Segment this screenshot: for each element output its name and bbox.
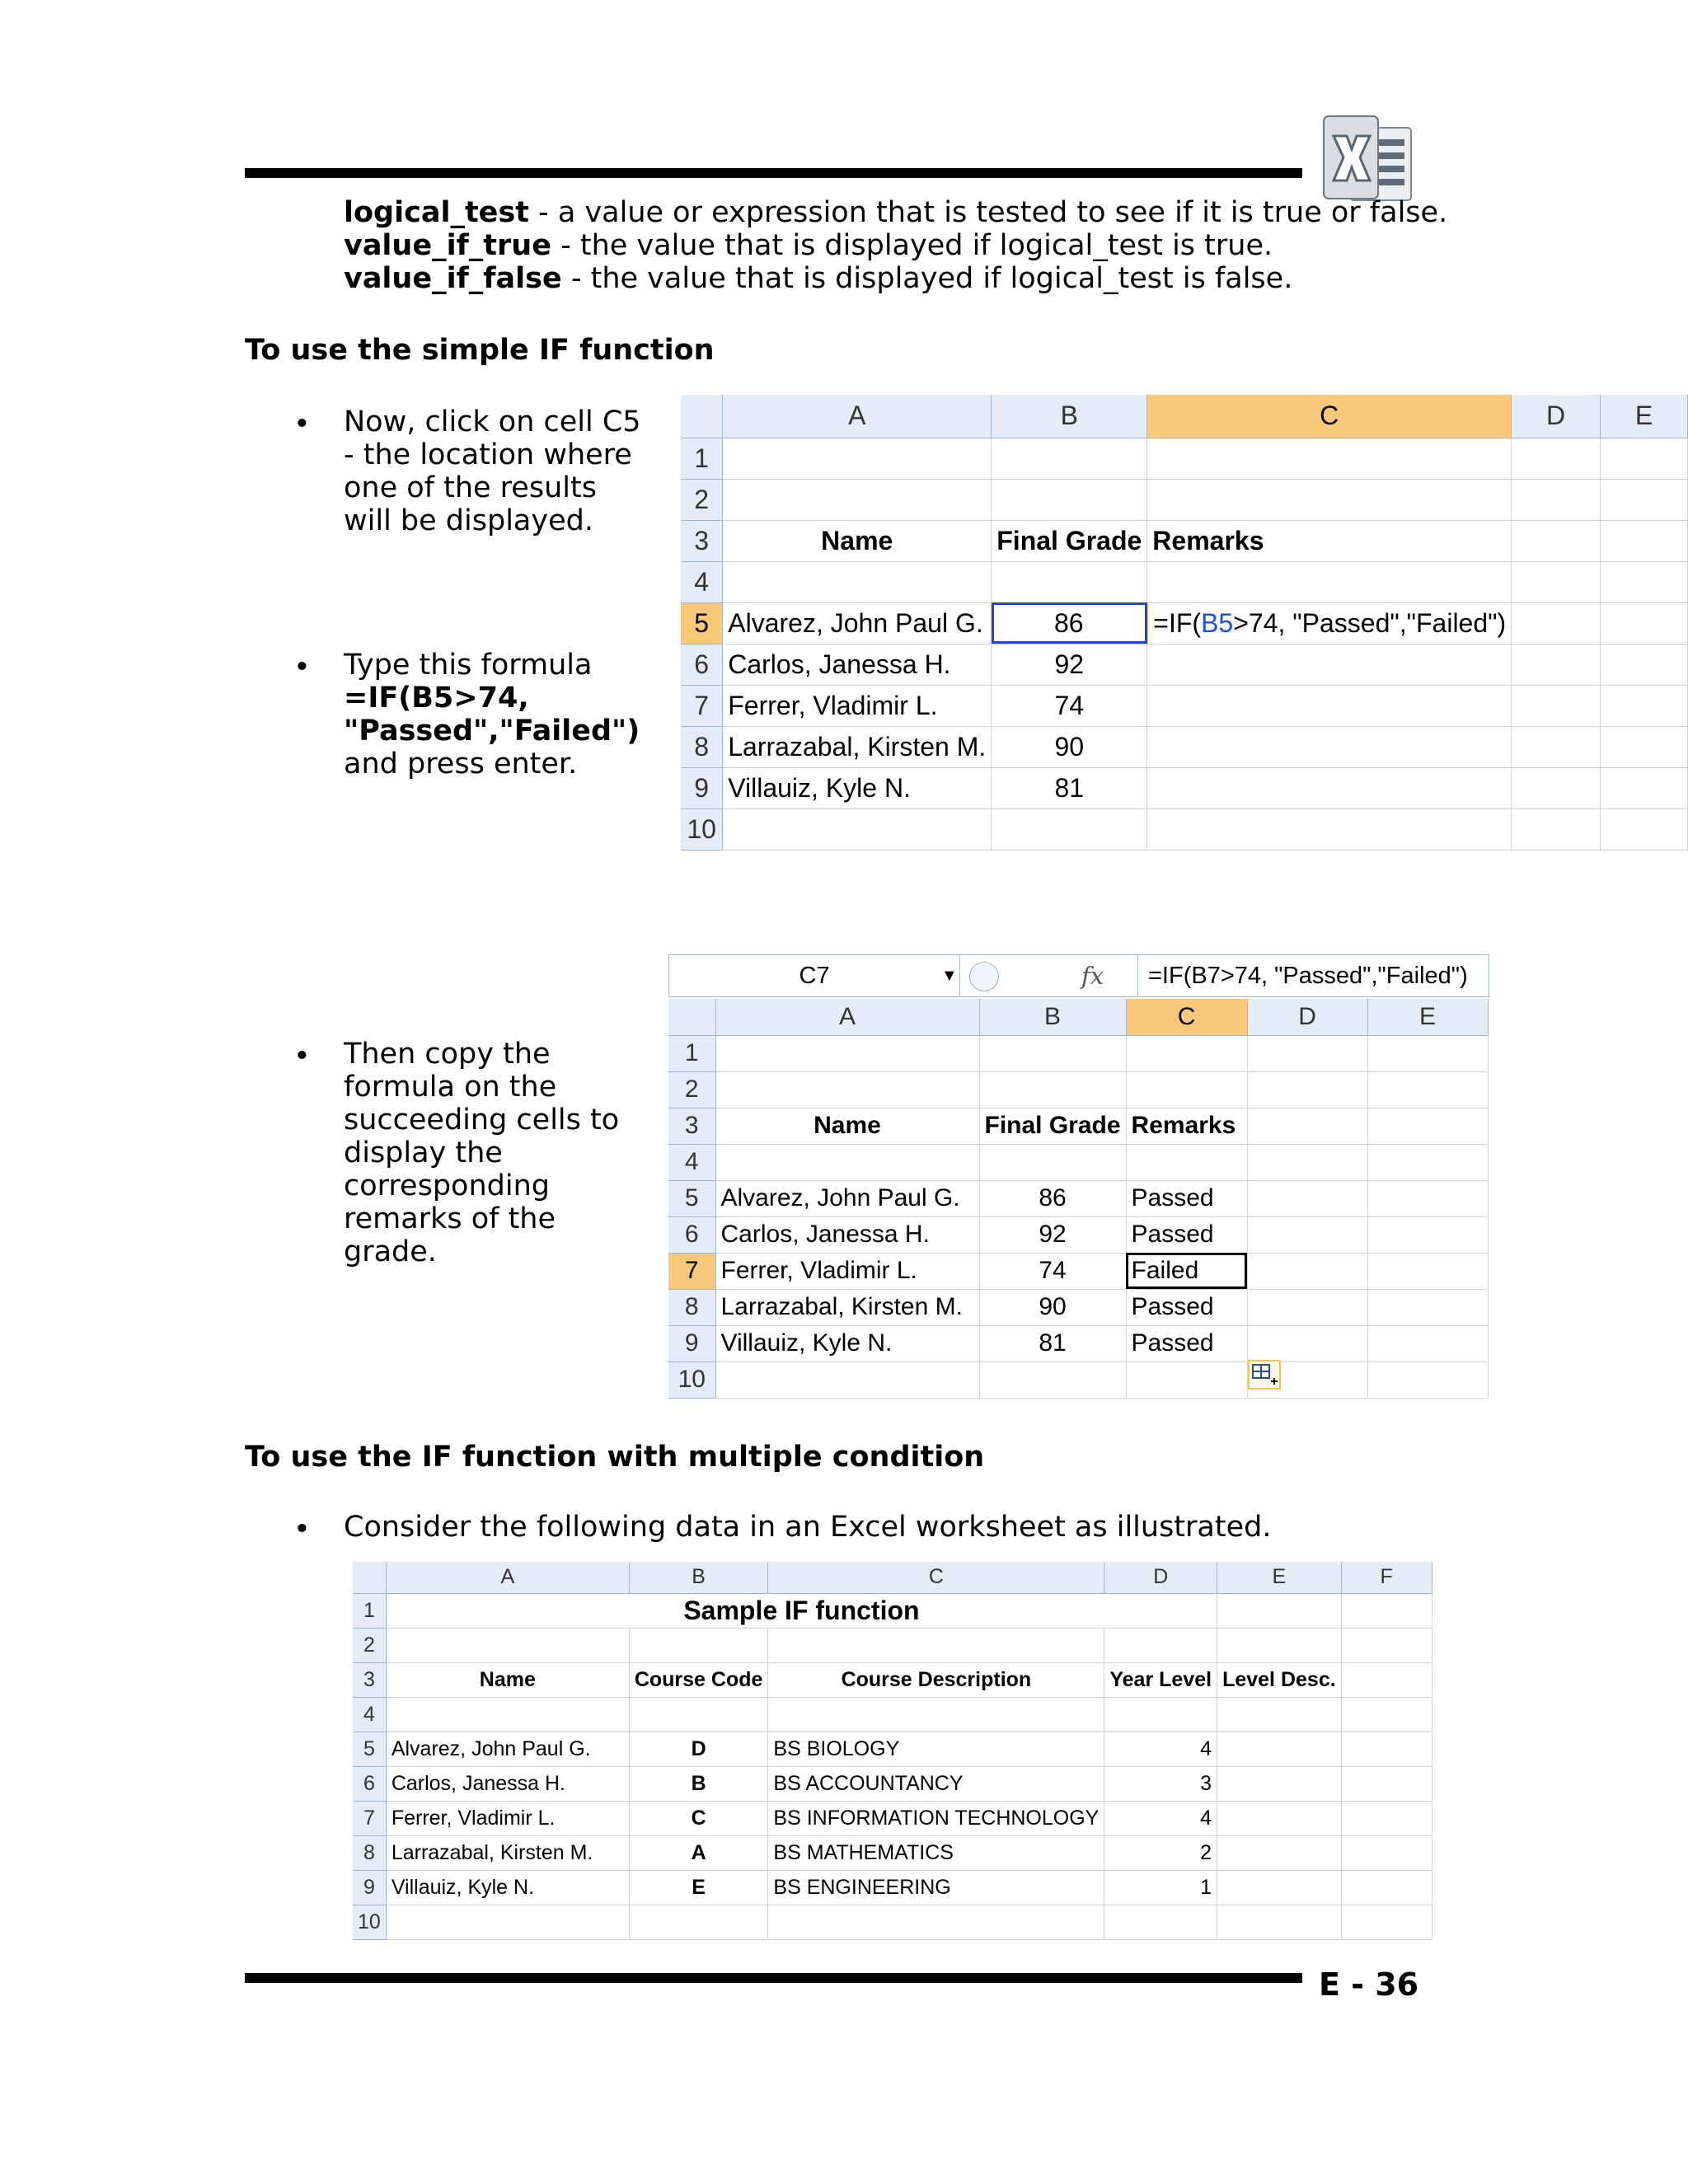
row-header[interactable]: 9	[668, 1325, 715, 1361]
row-header[interactable]: 5	[668, 1180, 715, 1216]
row-header[interactable]: 10	[668, 1361, 715, 1398]
formula-input[interactable]: =IF(B7>74, "Passed","Failed")	[1137, 955, 1468, 996]
column-header-e[interactable]: E	[1367, 999, 1488, 1035]
row-header[interactable]: 8	[668, 1289, 715, 1325]
row-header[interactable]: 8	[353, 1835, 386, 1870]
cell-name[interactable]: Larrazabal, Kirsten M.	[715, 1289, 979, 1325]
column-header-c[interactable]: C	[768, 1562, 1104, 1593]
row-header[interactable]: 3	[353, 1662, 386, 1697]
cell-formula-editing[interactable]: =IF(B5>74, "Passed","Failed")	[1147, 602, 1512, 644]
cell-course-description[interactable]: BS MATHEMATICS	[768, 1835, 1104, 1870]
cell-header-remarks[interactable]: Remarks	[1147, 520, 1512, 561]
cell-name[interactable]: Villauiz, Kyle N.	[386, 1870, 629, 1905]
column-header-e[interactable]: E	[1601, 395, 1688, 438]
row-header[interactable]: 1	[668, 1035, 715, 1071]
column-header-b[interactable]: B	[629, 1562, 768, 1593]
cell-remark[interactable]: Passed	[1126, 1289, 1247, 1325]
select-all-corner[interactable]	[668, 999, 715, 1035]
bullet: •	[293, 651, 311, 684]
row-header[interactable]: 6	[668, 1216, 715, 1253]
row-header[interactable]: 5	[353, 1732, 386, 1766]
cell-course-code[interactable]: A	[629, 1835, 768, 1870]
cell-grade[interactable]: 81	[979, 1325, 1126, 1361]
row-header[interactable]: 10	[353, 1905, 386, 1939]
cell-name[interactable]: Carlos, Janessa H.	[723, 644, 992, 685]
cell-header-grade[interactable]: Final Grade	[979, 1108, 1126, 1144]
row-header[interactable]: 4	[681, 561, 723, 602]
cell-remark[interactable]: Passed	[1126, 1325, 1247, 1361]
row-header[interactable]: 2	[668, 1071, 715, 1108]
cell-name[interactable]: Alvarez, John Paul G.	[723, 602, 992, 644]
page-number: E - 36	[1319, 1966, 1419, 2003]
cell-course-description[interactable]: BS ENGINEERING	[768, 1870, 1104, 1905]
row-header[interactable]: 2	[353, 1628, 386, 1662]
row-header[interactable]: 1	[681, 438, 723, 479]
row-header[interactable]: 9	[681, 767, 723, 808]
column-header-b[interactable]: B	[992, 395, 1147, 438]
cell-year-level[interactable]: 2	[1104, 1835, 1217, 1870]
cell-grade[interactable]: 90	[992, 726, 1147, 767]
cell-name[interactable]: Carlos, Janessa H.	[386, 1766, 629, 1801]
cell-grade[interactable]: 90	[979, 1289, 1126, 1325]
cell-year-level[interactable]: 3	[1104, 1766, 1217, 1801]
cell-header-year-level[interactable]: Year Level	[1104, 1662, 1217, 1697]
cell-name[interactable]: Carlos, Janessa H.	[715, 1216, 979, 1253]
bottom-rule	[245, 1973, 1302, 1983]
cell-grade[interactable]: 92	[979, 1216, 1126, 1253]
column-header-d[interactable]: D	[1247, 999, 1367, 1035]
cell-grade[interactable]: 74	[979, 1253, 1126, 1289]
row-header[interactable]: 10	[681, 808, 723, 850]
row-header[interactable]: 8	[681, 726, 723, 767]
bullet: •	[293, 408, 311, 441]
autofill-options-icon[interactable]	[1248, 1360, 1281, 1390]
cell-header-course-description[interactable]: Course Description	[768, 1662, 1104, 1697]
top-rule	[245, 168, 1302, 178]
cell-remark[interactable]: Passed	[1126, 1216, 1247, 1253]
cell-header-name[interactable]: Name	[723, 520, 992, 561]
row-header[interactable]: 2	[681, 479, 723, 520]
cell-year-level[interactable]: 4	[1104, 1732, 1217, 1766]
cell-course-code[interactable]: B	[629, 1766, 768, 1801]
row-header[interactable]: 3	[668, 1108, 715, 1144]
cell-name[interactable]: Ferrer, Vladimir L.	[723, 685, 992, 726]
definition-logical-test: logical_test - a value or expression that is tested to see if it is true or false.	[344, 196, 1448, 229]
cell-course-description[interactable]: BS BIOLOGY	[768, 1732, 1104, 1766]
row-header[interactable]: 3	[681, 520, 723, 561]
excel-logo-icon	[1319, 111, 1416, 209]
cell-remark[interactable]: Passed	[1126, 1180, 1247, 1216]
cell-header-grade[interactable]: Final Grade	[992, 520, 1147, 561]
step4-text: Consider the following data in an Excel worksheet as illustrated.	[344, 1511, 1272, 1544]
column-header-c[interactable]: C	[1147, 395, 1512, 438]
cell-name[interactable]: Larrazabal, Kirsten M.	[386, 1835, 629, 1870]
bullet: •	[293, 1040, 311, 1073]
cell-name[interactable]: Larrazabal, Kirsten M.	[723, 726, 992, 767]
cell-header-course-code[interactable]: Course Code	[629, 1662, 768, 1697]
cell-course-code[interactable]: D	[629, 1732, 768, 1766]
cell-course-description[interactable]: BS INFORMATION TECHNOLOGY	[768, 1801, 1104, 1835]
cell-header-name[interactable]: Name	[386, 1662, 629, 1697]
cell-remark-active[interactable]: Failed	[1126, 1253, 1247, 1289]
row-header[interactable]: 6	[681, 644, 723, 685]
cell-name[interactable]: Villauiz, Kyle N.	[723, 767, 992, 808]
select-all-corner[interactable]	[681, 395, 723, 438]
column-header-f[interactable]: F	[1341, 1562, 1432, 1593]
cell-name[interactable]: Alvarez, John Paul G.	[715, 1180, 979, 1216]
cell-name[interactable]: Ferrer, Vladimir L.	[386, 1801, 629, 1835]
sheet-title[interactable]: Sample IF function	[386, 1593, 1217, 1628]
row-header[interactable]: 7	[668, 1253, 715, 1289]
row-header[interactable]: 4	[668, 1144, 715, 1180]
bullet: •	[293, 1513, 311, 1546]
cell-header-level-desc[interactable]: Level Desc.	[1217, 1662, 1342, 1697]
select-all-corner[interactable]	[353, 1562, 386, 1593]
heading-multiple-condition: To use the IF function with multiple condition	[245, 1441, 985, 1474]
spreadsheet-simple-if	[681, 395, 1688, 851]
column-header-c[interactable]: C	[1126, 999, 1247, 1035]
row-header[interactable]: 5	[681, 602, 723, 644]
row-header[interactable]: 1	[353, 1593, 386, 1628]
column-header-a[interactable]: A	[723, 395, 992, 438]
name-box[interactable]: C7	[669, 955, 960, 996]
cell-grade[interactable]: 92	[992, 644, 1147, 685]
insert-function-icon[interactable]: fx	[1081, 962, 1104, 990]
cell-grade[interactable]: 86	[992, 602, 1147, 644]
step3-text: Then copy the formula on the succeeding cells to display the corresponding remarks of the grade.	[344, 1038, 620, 1268]
formula-bar-resize-handle[interactable]	[969, 962, 999, 991]
cell-header-remarks[interactable]: Remarks	[1126, 1108, 1247, 1144]
cell-course-description[interactable]: BS ACCOUNTANCY	[768, 1766, 1104, 1801]
row-header[interactable]: 4	[353, 1697, 386, 1732]
heading-simple-if: To use the simple IF function	[245, 334, 715, 367]
definition-value-if-true: value_if_true - the value that is displayed if logical_test is true.	[344, 229, 1273, 262]
row-header[interactable]: 6	[353, 1766, 386, 1801]
row-header[interactable]: 7	[681, 685, 723, 726]
chevron-down-icon[interactable]: ▼	[941, 967, 958, 985]
column-header-e[interactable]: E	[1217, 1562, 1342, 1593]
cell-grade[interactable]: 86	[979, 1180, 1126, 1216]
column-header-a[interactable]: A	[386, 1562, 629, 1593]
step2-text: Type this formula =IF(B5>74, "Passed","Failed") and press enter.	[344, 649, 640, 780]
cell-course-code[interactable]: E	[629, 1870, 768, 1905]
row-header[interactable]: 9	[353, 1870, 386, 1905]
cell-year-level[interactable]: 1	[1104, 1870, 1217, 1905]
spreadsheet-multiple-condition	[353, 1562, 1432, 1940]
cell-header-name[interactable]: Name	[715, 1108, 979, 1144]
step1-text: Now, click on cell C5 - the location where one of the results will be displayed.	[344, 405, 641, 537]
cell-name[interactable]: Ferrer, Vladimir L.	[715, 1253, 979, 1289]
column-header-b[interactable]: B	[979, 999, 1126, 1035]
cell-name[interactable]: Villauiz, Kyle N.	[715, 1325, 979, 1361]
cell-grade[interactable]: 74	[992, 685, 1147, 726]
cell-course-code[interactable]: C	[629, 1801, 768, 1835]
cell-grade[interactable]: 81	[992, 767, 1147, 808]
formula-bar	[668, 954, 1489, 997]
column-header-a[interactable]: A	[715, 999, 979, 1035]
cell-name[interactable]: Alvarez, John Paul G.	[386, 1732, 629, 1766]
column-header-d[interactable]: D	[1512, 395, 1601, 438]
row-header[interactable]: 7	[353, 1801, 386, 1835]
cell-year-level[interactable]: 4	[1104, 1801, 1217, 1835]
column-header-d[interactable]: D	[1104, 1562, 1217, 1593]
spreadsheet-copied-formula	[668, 999, 1489, 1399]
definition-value-if-false: value_if_false - the value that is displayed if logical_test is false.	[344, 262, 1293, 295]
